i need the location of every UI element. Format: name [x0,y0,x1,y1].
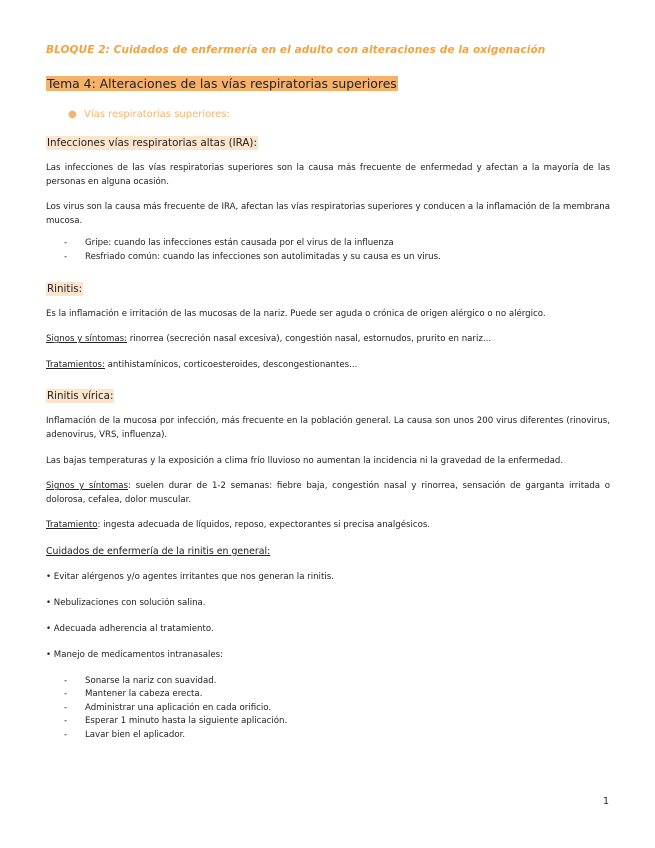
bullet-dot-icon: ● [68,109,77,120]
list-item: • Adecuada adherencia al tratamiento. [46,623,214,634]
rinitis-signos-text: rinorrea (secreción nasal excesiva), congestión nasal, estornudos, prurito en nariz... [126,334,492,345]
rinitis-trat-text: antihistamínicos, corticoesteroides, descongestionantes... [104,359,358,370]
document-body [46,44,610,754]
ira-paragraph-2: Los virus son la causa más frecuente de IRA, afectan las vías respiratorias superiores y conducen a la inflamación de la membrana mucosa. [46,202,610,226]
bloque-title: BLOQUE 2: Cuidados de enfermería en el adulto con alteraciones de la oxigenación [46,44,546,56]
list-item: • Evitar alérgenos y/o agentes irritantes que nos generan la rinitis. [46,571,334,582]
ira-list [46,237,610,264]
intranasal-steps-list [46,675,610,743]
list-item: • Nebulizaciones con solución salina. [46,597,206,608]
page-number: 1 [602,796,609,807]
rinitis-virica-trat-text: : ingesta adecuada de líquidos, reposo, expectorantes si precisa analgésicos. [97,520,431,531]
list-item: - Resfriado común: cuando las infecciones son autolimitadas y su causa es un virus. [64,251,610,265]
rinitis-virica-signos-label: Signos y síntomas [46,481,128,492]
rinitis-virica-heading: Rinitis vírica: [47,390,114,403]
list-item: • Manejo de medicamentos intranasales: [46,649,224,660]
cuidados-heading-wrapper [46,545,610,559]
rinitis-signos-label: Signos y síntomas: [46,334,127,345]
subtopic-label: Vías respiratorias superiores: [84,109,230,120]
cuidados-heading: Cuidados de enfermería de la rinitis en general: [46,545,271,557]
rinitis-virica-heading-wrapper [46,384,610,403]
rinitis-tratamientos [46,359,610,373]
list-item: - Lavar bien el aplicador. [64,729,610,743]
rinitis-trat-label: Tratamientos: [46,359,105,370]
ira-heading-wrapper [46,131,610,150]
rinitis-signos [46,333,610,347]
rinitis-virica-paragraph-2: Las bajas temperaturas y la exposición a clima frío lluvioso no aumentan la incidencia ni la gravedad de la enfermedad. [46,455,564,466]
ira-heading: Infecciones vías respiratorias altas (IRA): [47,137,257,149]
list-item: - Gripe: cuando las infecciones están causada por el virus de la influenza [64,237,610,251]
subtopic-bullet [68,109,610,120]
list-item: - Administrar una aplicación en cada orificio. [64,702,610,716]
rinitis-paragraph-1: Es la inflamación e irritación de las mucosas de la nariz. Puede ser aguda o crónica de origen alérgico o no alérgico. [46,308,546,319]
list-item: - Sonarse la nariz con suavidad. [64,675,610,689]
ira-paragraph-1: Las infecciones de las vías respiratorias superiores son la causa más frecuente de enfermedad y afectan a la mayoría de las personas en alguna ocasión. [46,163,610,187]
rinitis-heading-wrapper [46,277,610,296]
tema-title: Tema 4: Alteraciones de las vías respiratorias superiores [47,76,397,91]
rinitis-virica-paragraph-1: Inflamación de la mucosa por infección, más frecuente en la población general. La causa son unos 200 virus diferentes (rinovirus, adenovirus, VRS, influenza). [46,416,610,440]
rinitis-heading: Rinitis: [47,282,83,295]
list-item: - Mantener la cabeza erecta. [64,688,610,702]
rinitis-virica-tratamiento [46,519,610,533]
rinitis-virica-signos [46,480,610,507]
list-item: - Esperar 1 minuto hasta la siguiente aplicación. [64,715,610,729]
rinitis-virica-trat-label: Tratamiento [46,520,98,531]
rinitis-virica-signos-text: : suelen durar de 1-2 semanas: fiebre baja, congestión nasal y rinorrea, sensación de garganta irritada o dolorosa, cefalea, dolor muscular. [46,481,610,505]
tema-wrapper [46,73,610,101]
